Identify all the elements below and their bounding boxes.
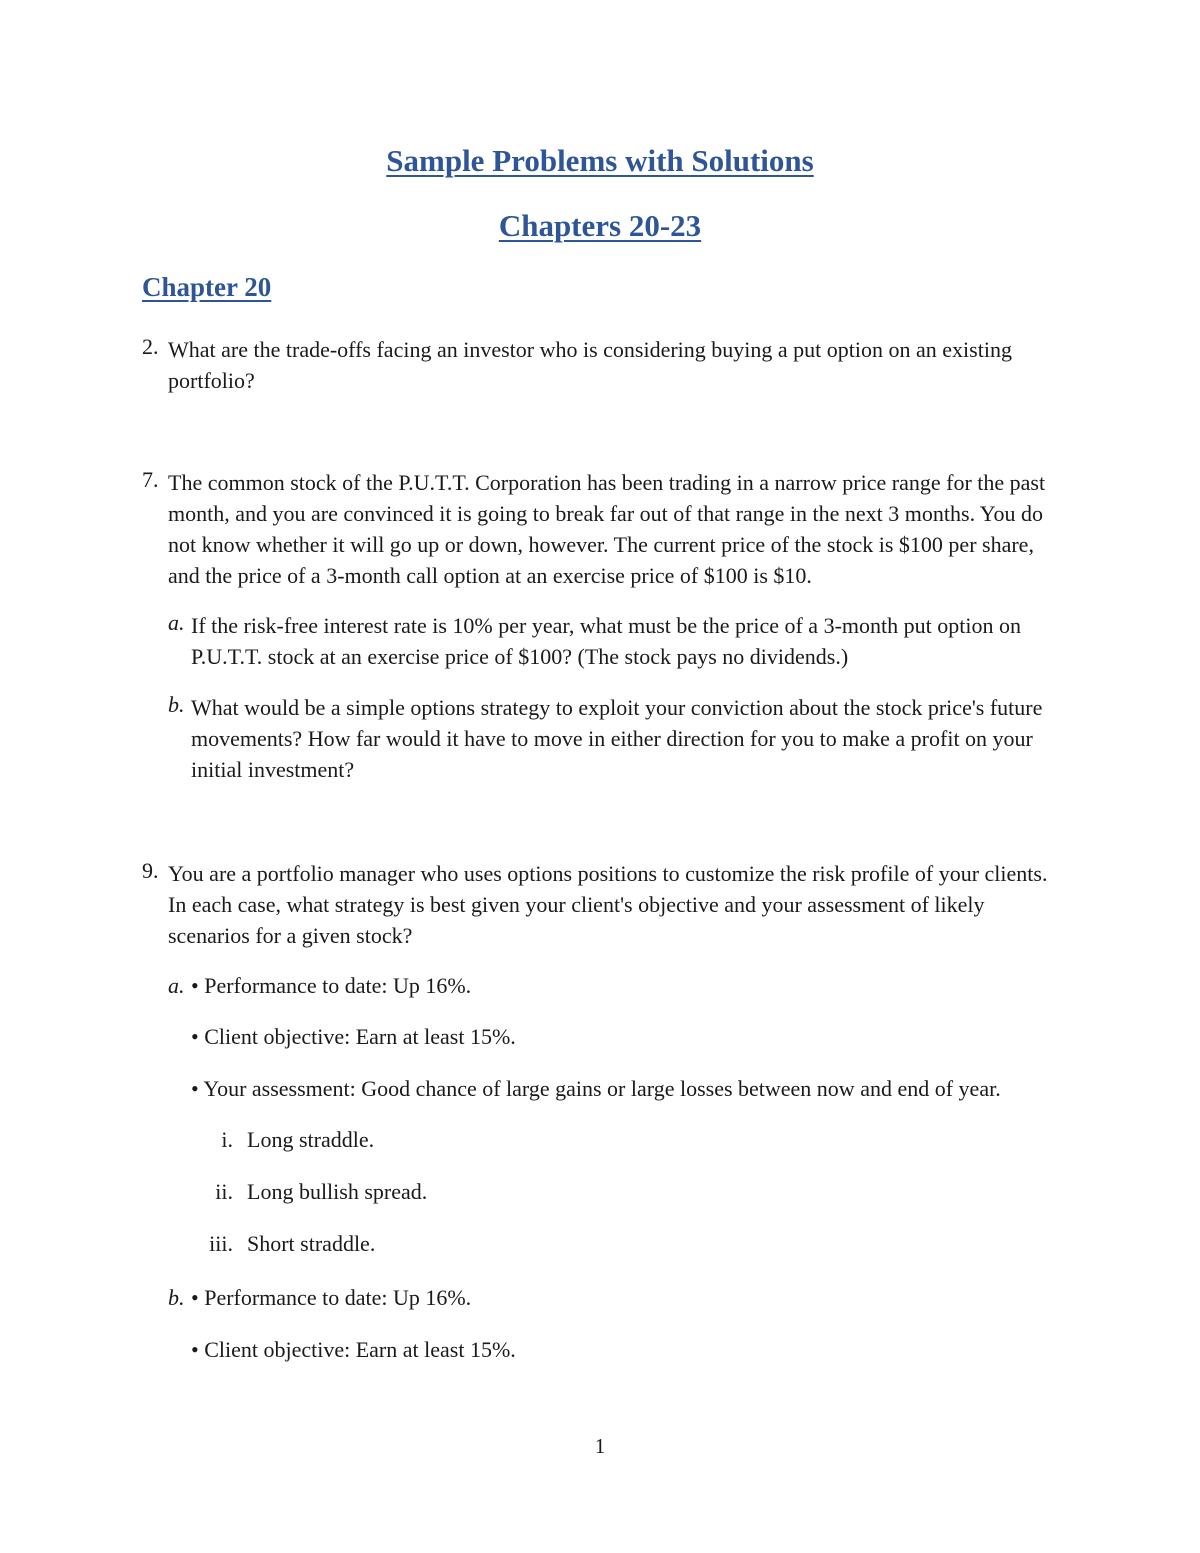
question-2-text: What are the trade-offs facing an investor who is considering buying a put option on an existing portfolio?: [168, 337, 1012, 393]
bullet-item: • Your assessment: Good chance of large gains or large losses between now and end of year.: [191, 1076, 1001, 1101]
question-7a-label: a.: [168, 610, 185, 635]
option-text: Long bullish spread.: [247, 1179, 428, 1204]
question-9-number: 9.: [142, 858, 159, 883]
question-2-number: 2.: [142, 334, 159, 359]
question-7-number: 7.: [142, 467, 159, 492]
question-9b-label: b.: [168, 1285, 185, 1310]
chapter-heading: Chapter 20: [142, 272, 272, 302]
question-9-text: You are a portfolio manager who uses options positions to customize the risk profile of your clients. In each case, what strategy is best given your client's objective and your assessment of likely scenarios for a given stock?: [168, 861, 1048, 948]
option-label: i.: [221, 1127, 233, 1152]
option-text: Short straddle.: [247, 1231, 376, 1256]
option-label: ii.: [215, 1179, 233, 1204]
page-number: 1: [594, 1434, 606, 1458]
document-title: Sample Problems with Solutions: [386, 143, 814, 178]
bullet-item: • Performance to date: Up 16%.: [191, 973, 472, 998]
question-7a-text: If the risk-free interest rate is 10% per year, what must be the price of a 3-month put option on P.U.T.T. stock at an exercise price of $100? (The stock pays no dividends.): [191, 613, 1021, 669]
question-7b-text: What would be a simple options strategy to exploit your conviction about the stock price's future movements? How far would it have to move in either direction for you to make a profit on your initial investment?: [191, 695, 1043, 782]
question-7-text: The common stock of the P.U.T.T. Corporation has been trading in a narrow price range for the past month, and you are convinced it is going to break far out of that range in the next 3 months. You do not know whether it will go up or down, however. The current price of the stock is $100 per share, and the price of a 3-month call option at an exercise price of $100 is $10.: [168, 470, 1046, 588]
document-subtitle: Chapters 20-23: [498, 208, 702, 243]
bullet-item: • Client objective: Earn at least 15%.: [191, 1337, 516, 1362]
question-7b-label: b.: [168, 692, 185, 717]
bullet-item: • Client objective: Earn at least 15%.: [191, 1024, 516, 1049]
question-9a-label: a.: [168, 973, 185, 998]
bullet-item: • Performance to date: Up 16%.: [191, 1285, 472, 1310]
option-text: Long straddle.: [247, 1127, 375, 1152]
option-label: iii.: [209, 1231, 233, 1256]
